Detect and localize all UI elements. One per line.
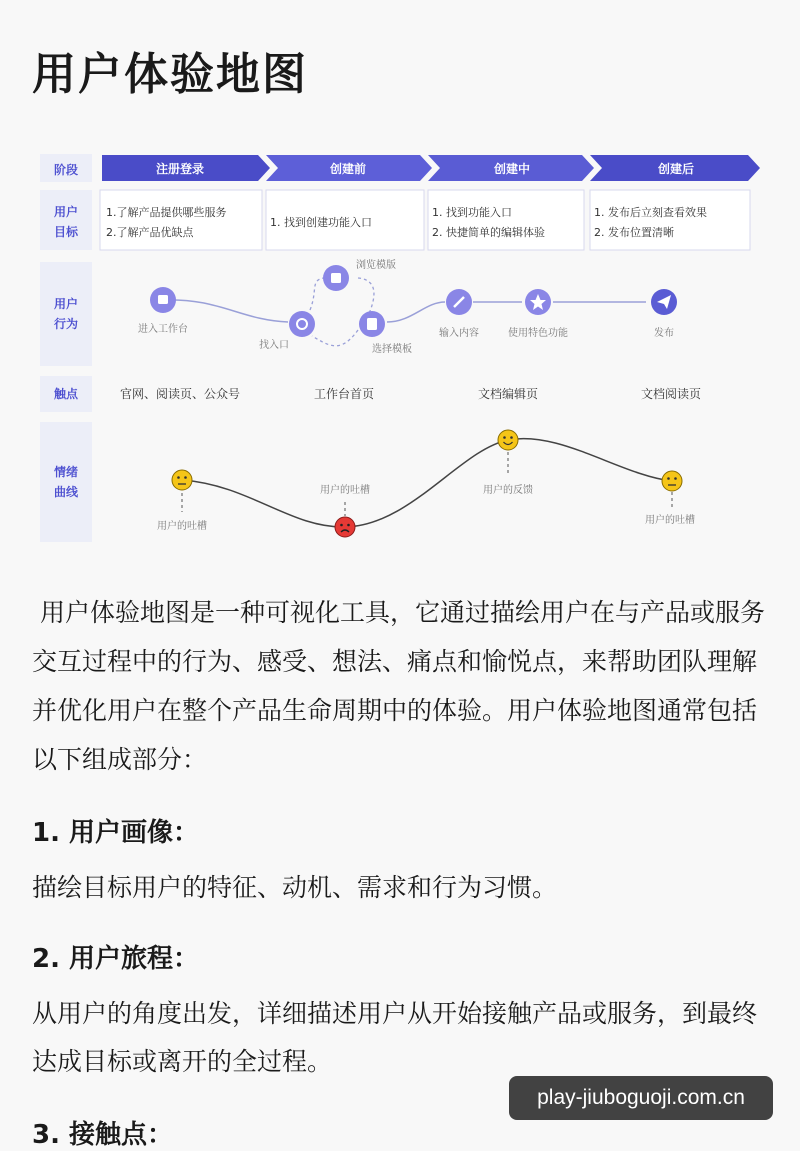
- goal-4-line-2: 2. 发布位置清晰: [594, 226, 674, 239]
- neutral-face-icon: [662, 471, 682, 491]
- stage-label: 阶段: [53, 163, 79, 177]
- behavior-2: 找入口: [259, 340, 289, 351]
- behavior-5: 输入内容: [439, 328, 479, 339]
- goal-box-1: [100, 190, 262, 250]
- emotion-3: 用户的反馈: [483, 485, 533, 496]
- behavior-7: 发布: [654, 328, 674, 339]
- section-heading-persona: 1. 用户画像：: [32, 818, 200, 848]
- find-entry-icon: [289, 311, 315, 337]
- behavior-label-1: 用户: [53, 297, 79, 311]
- goal-3-line-2: 2. 快捷简单的编辑体验: [432, 226, 545, 239]
- behavior-label-2: 行为: [53, 317, 79, 331]
- goal-2-line-1: 1. 找到创建功能入口: [270, 216, 372, 229]
- happy-face-icon: [498, 430, 518, 450]
- emotion-1: 用户的吐槽: [157, 521, 207, 532]
- section-body-persona: 描绘目标用户的特征、动机、需求和行为习惯。: [32, 873, 558, 902]
- stage-4: 创建后: [657, 162, 695, 176]
- page-title: 用户体验地图: [32, 49, 308, 100]
- behavior-3: 浏览模版: [356, 260, 396, 271]
- touchpoint-3: 文档编辑页: [477, 387, 539, 401]
- emotion-label-2: 曲线: [53, 485, 79, 499]
- ux-map-diagram: [40, 150, 762, 546]
- emotion-label-1: 情绪: [53, 465, 79, 479]
- row-label-bg: [40, 262, 92, 366]
- stage-3: 创建中: [493, 162, 531, 176]
- goal-3-line-1: 1. 找到功能入口: [432, 206, 512, 219]
- goal-box-4: [590, 190, 750, 250]
- flow-line: [387, 302, 445, 322]
- goal-label-1: 用户: [53, 205, 79, 219]
- angry-face-icon: [335, 517, 355, 537]
- touchpoint-1: 官网、阅读页、公众号: [119, 387, 241, 401]
- flow-line: [358, 278, 374, 316]
- row-label-bg: [40, 190, 92, 250]
- emotion-4: 用户的吐槽: [645, 515, 695, 526]
- goal-4-line-1: 1. 发布后立刻查看效果: [594, 206, 707, 219]
- flow-line: [312, 330, 358, 346]
- goal-box-3: [428, 190, 584, 250]
- touchpoint-2: 工作台首页: [313, 387, 375, 401]
- behavior-6: 使用特色功能: [508, 328, 568, 339]
- goal-1-line-1: 1.了解产品提供哪些服务: [106, 206, 227, 219]
- touchpoint-4: 文档阅读页: [640, 387, 702, 401]
- row-label-bg: [40, 422, 92, 542]
- section-body-journey: 从用户的角度出发，详细描述用户从开始接触产品或服务，到最终达成目标或离开的全过程。: [32, 999, 758, 1076]
- touch-label: 触点: [53, 387, 79, 401]
- section-heading-touchpoint: 3. 接触点：: [32, 1120, 174, 1150]
- stage-2: 创建前: [329, 162, 367, 176]
- flow-line: [310, 278, 324, 310]
- behavior-1: 进入工作台: [138, 324, 188, 335]
- emotion-2: 用户的吐槽: [320, 485, 370, 496]
- neutral-face-icon: [172, 470, 192, 490]
- watermark: play-jiuboguoji.com.cn: [509, 1076, 773, 1120]
- emotion-curve: [182, 439, 672, 527]
- goal-label-2: 目标: [53, 225, 79, 239]
- behavior-4: 选择模板: [372, 344, 412, 355]
- stage-1: 注册登录: [155, 162, 205, 176]
- goal-1-line-2: 2.了解产品优缺点: [106, 226, 194, 239]
- section-heading-journey: 2. 用户旅程：: [32, 944, 200, 974]
- flow-line: [163, 300, 288, 322]
- intro-paragraph: 用户体验地图是一种可视化工具，它通过描绘用户在与产品或服务交互过程中的行为、感受、想法、痛点和愉悦点，来帮助团队理解并优化用户在整个产品生命周期中的体验。用户体验地图通常包括以下组成部分：: [32, 598, 765, 774]
